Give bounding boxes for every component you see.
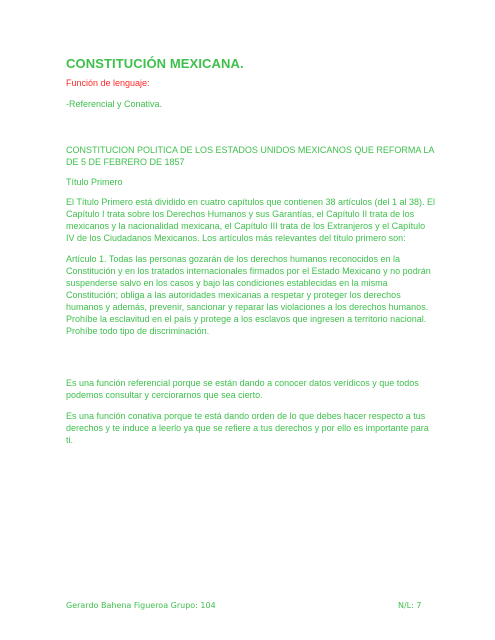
- footer-list-number: N/L: 7: [398, 601, 422, 610]
- constitution-title: CONSTITUCION POLITICA DE LOS ESTADOS UNIDOS MEXICANOS QUE REFORMA LA DE 5 DE FEBRERO DE 1857: [66, 145, 434, 167]
- footer-author: Gerardo Bahena Figueroa Grupo: 104: [66, 601, 216, 610]
- paragraph-conative: Es una función conativa porque te está dando orden de lo que debes hacer respecto a tus derechos y te induce a leerlo ya que se refiere a tus derechos y por ello es importante para ti.: [66, 411, 429, 445]
- paragraph-title-summary: El Título Primero está dividido en cuatro capítulos que contienen 38 artículos (del 1 al 38). El Capítulo I trata sobre los Derechos Humanos y sus Garantías, el Capítulo II trata de los mexicanos y la nacionalidad mexicana, el Capítulo III trata de los Extranjeros y el Capítulo IV de los Ciudadanos Mexicanos. Los artículos más relevantes del título primero son:: [66, 197, 436, 243]
- document-title: CONSTITUCIÓN MEXICANA.: [66, 56, 244, 71]
- paragraph-referential: Es una función referencial porque se están dando a conocer datos verídicos y que todos podemos consultar y cerciorarnos que sea cierto.: [66, 378, 419, 400]
- paragraph-article-1: Artículo 1. Todas las personas gozarán de los derechos humanos reconocidos en la Constitución y en los tratados internacionales firmados por el Estado Mexicano y no podrán suspenderse salvo en los casos y bajo las condiciones establecidas en la misma Constitución; obliga a las autoridades mexicanas a respetar y proteger los derechos humanos y además, prevenir, sancionar y reparar las violaciones a los derechos humanos. Prohíbe la esclavitud en el país y protege a los esclavos que ingresen a territorio nacional. Prohíbe todo tipo de discriminación.: [66, 254, 431, 336]
- function-label: Función de lenguaje:: [66, 78, 150, 88]
- document-body: [66, 56, 436, 446]
- function-types: -Referencial y Conativa.: [66, 99, 163, 109]
- section-title: Título Primero: [66, 177, 123, 187]
